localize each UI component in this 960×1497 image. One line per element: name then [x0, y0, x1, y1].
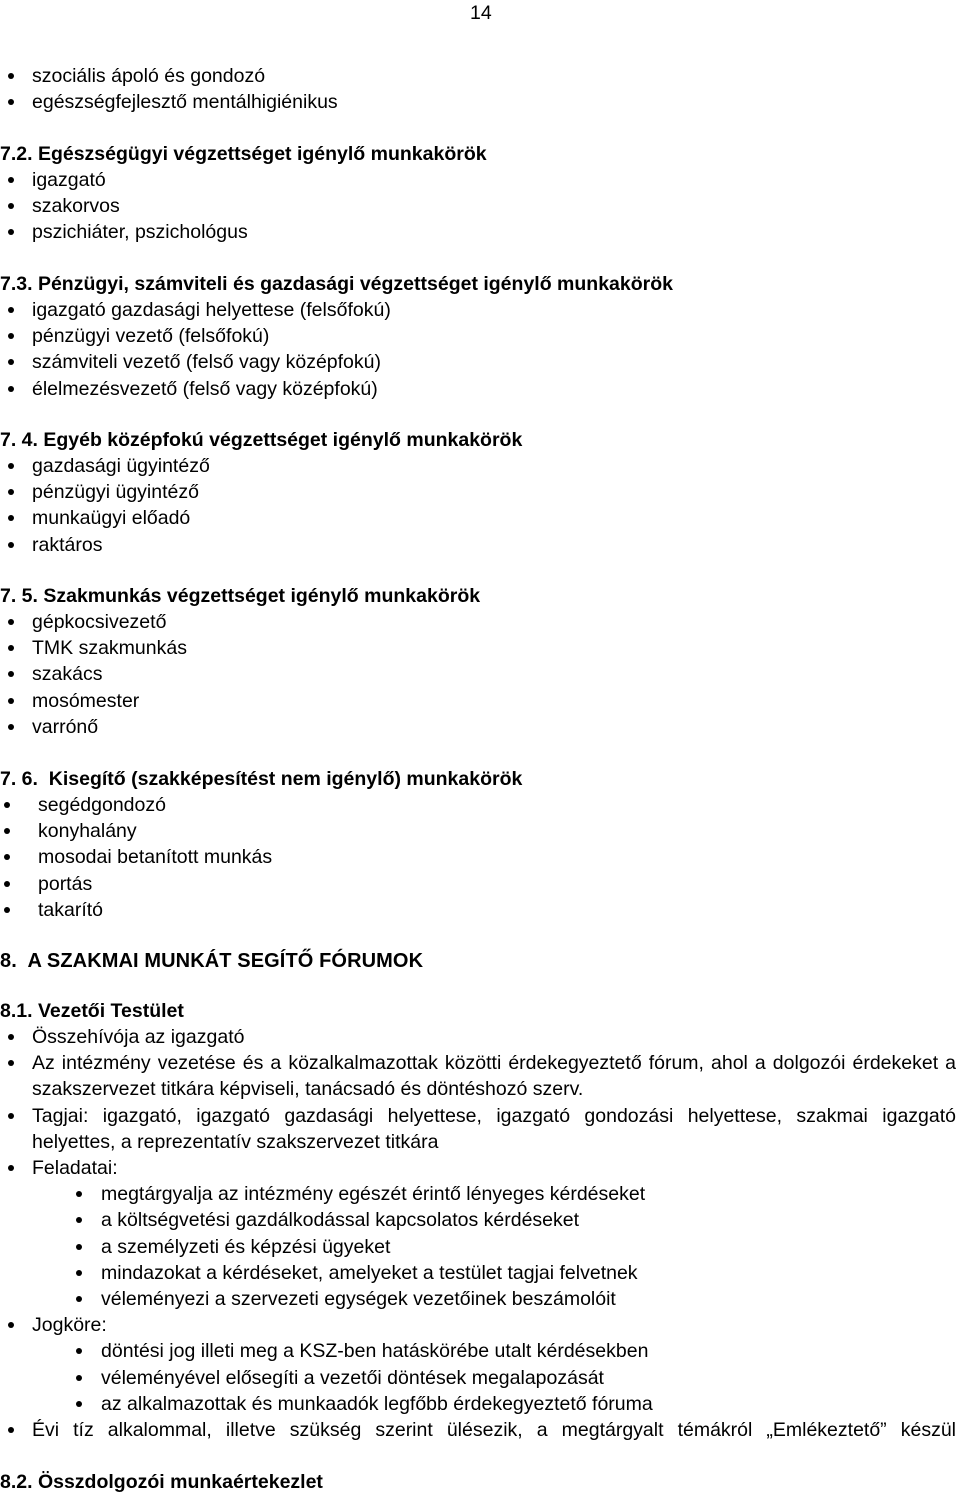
bullet-icon [8, 619, 14, 625]
page-number: 14 [470, 2, 492, 24]
bullet-icon [8, 489, 14, 495]
bullet-icon [4, 828, 10, 834]
list-item: a költségvetési gazdálkodással kapcsolatos kérdéseket [0, 1207, 960, 1233]
list-item: munkaügyi előadó [0, 505, 960, 531]
bullet-icon [8, 724, 14, 730]
bullet-icon [8, 229, 14, 235]
bullet-icon [8, 515, 14, 521]
top-list-section [0, 63, 960, 115]
list-item: Tagjai: igazgató, igazgató gazdasági helyettese, igazgató gondozási helyettese, szakmai igazgató helyettes, a reprezentatív szakszervezet titkára [0, 1103, 960, 1155]
section-7-3 [0, 271, 960, 402]
list-item: szociális ápoló és gondozó [0, 63, 960, 89]
bullet-icon [8, 1060, 14, 1066]
list-item: takarító [0, 897, 960, 923]
bullet-icon [8, 671, 14, 677]
section-7-6 [0, 766, 960, 923]
bullet-icon [76, 1296, 82, 1302]
list-item: az alkalmazottak és munkaadók legfőbb érdekegyeztető fóruma [0, 1391, 960, 1417]
list-item: igazgató gazdasági helyettese (felsőfokú) [0, 297, 960, 323]
bullet-icon [76, 1270, 82, 1276]
bullet-icon [8, 386, 14, 392]
list-item: igazgató [0, 167, 960, 193]
list-item: véleményezi a szervezeti egységek vezetőinek beszámolóit [0, 1286, 960, 1312]
list-item: döntési jog illeti meg a KSZ-ben hatáskörébe utalt kérdésekben [0, 1338, 960, 1364]
bullet-icon [76, 1244, 82, 1250]
bullet-icon [8, 645, 14, 651]
bullet-icon [8, 542, 14, 548]
bullet-icon [4, 854, 10, 860]
section-heading: 7. 4. Egyéb középfokú végzettséget igénylő munkakörök [0, 429, 523, 451]
bullet-icon [4, 802, 10, 808]
section-heading: 7.2. Egészségügyi végzettséget igénylő munkakörök [0, 143, 487, 165]
bullet-icon [76, 1401, 82, 1407]
list-item: Feladatai: [0, 1155, 960, 1181]
list-item: TMK szakmunkás [0, 635, 960, 661]
list-item: portás [0, 871, 960, 897]
chapter-heading: 8. A SZAKMAI MUNKÁT SEGÍTŐ FÓRUMOK [0, 950, 424, 972]
section-7-4 [0, 427, 960, 558]
bullet-icon [8, 359, 14, 365]
list-item: gépkocsivezető [0, 609, 960, 635]
list-item: mosodai betanított munkás [0, 844, 960, 870]
list-item: pénzügyi ügyintéző [0, 479, 960, 505]
bullet-icon [76, 1217, 82, 1223]
list-item: mindazokat a kérdéseket, amelyeket a testület tagjai felvetnek [0, 1260, 960, 1286]
section-7-5 [0, 583, 960, 740]
bullet-icon [8, 99, 14, 105]
section-8-1 [0, 998, 960, 1443]
list-item: Évi tíz alkalommal, illetve szükség szerint ülésezik, a megtárgyalt témákról „Emlékeztető” készül [0, 1417, 960, 1443]
bullet-icon [4, 881, 10, 887]
section-8 [0, 948, 960, 974]
list-item: szakács [0, 661, 960, 687]
powers-list [0, 1338, 960, 1417]
bullet-icon [8, 177, 14, 183]
section-7-2 [0, 141, 960, 246]
list-item: véleményével elősegíti a vezetői döntések megalapozását [0, 1365, 960, 1391]
section-list [0, 1417, 960, 1443]
bullet-icon [8, 1165, 14, 1171]
list-item: Az intézmény vezetése és a közalkalmazottak közötti érdekegyeztető fórum, ahol a dolgozói érdekeket a szakszervezet titkára képviseli, tanácsadó és döntéshozó szerv. [0, 1050, 960, 1102]
bullet-icon [8, 1427, 14, 1433]
list-item: Összehívója az igazgató [0, 1024, 960, 1050]
section-list [0, 609, 960, 740]
bullet-icon [8, 333, 14, 339]
top-list [0, 63, 960, 115]
bullet-icon [8, 463, 14, 469]
list-item: élelmezésvezető (felső vagy középfokú) [0, 376, 960, 402]
section-8-2 [0, 1469, 960, 1495]
bullet-icon [76, 1348, 82, 1354]
list-item: raktáros [0, 532, 960, 558]
list-item: mosómester [0, 688, 960, 714]
bullet-icon [8, 698, 14, 704]
bullet-icon [8, 203, 14, 209]
list-item: konyhalány [0, 818, 960, 844]
section-heading: 7.3. Pénzügyi, számviteli és gazdasági végzettséget igénylő munkakörök [0, 273, 673, 295]
section-list [0, 1024, 960, 1181]
section-list [0, 297, 960, 402]
section-list [0, 453, 960, 558]
list-item: segédgondozó [0, 792, 960, 818]
bullet-icon [8, 73, 14, 79]
bullet-icon [8, 1322, 14, 1328]
bullet-icon [76, 1375, 82, 1381]
list-item: szakorvos [0, 193, 960, 219]
tasks-list [0, 1181, 960, 1312]
section-list [0, 1312, 960, 1338]
section-list [0, 792, 960, 923]
list-item: megtárgyalja az intézmény egészét érintő lényeges kérdéseket [0, 1181, 960, 1207]
bullet-icon [76, 1191, 82, 1197]
section-list [0, 167, 960, 246]
section-heading: 8.1. Vezetői Testület [0, 1000, 184, 1022]
bullet-icon [8, 1113, 14, 1119]
list-item: a személyzeti és képzési ügyeket [0, 1234, 960, 1260]
list-item: egészségfejlesztő mentálhigiénikus [0, 89, 960, 115]
bullet-icon [8, 1034, 14, 1040]
list-item: pszichiáter, pszichológus [0, 219, 960, 245]
list-item: gazdasági ügyintéző [0, 453, 960, 479]
section-heading: 7. 5. Szakmunkás végzettséget igénylő munkakörök [0, 585, 481, 607]
list-item: pénzügyi vezető (felsőfokú) [0, 323, 960, 349]
section-heading: 8.2. Összdolgozói munkaértekezlet [0, 1471, 323, 1493]
list-item: Jogköre: [0, 1312, 960, 1338]
bullet-icon [8, 307, 14, 313]
section-heading: 7. 6. Kisegítő (szakképesítést nem igénylő) munkakörök [0, 768, 523, 790]
list-item: számviteli vezető (felső vagy középfokú) [0, 349, 960, 375]
bullet-icon [4, 907, 10, 913]
list-item: varrónő [0, 714, 960, 740]
